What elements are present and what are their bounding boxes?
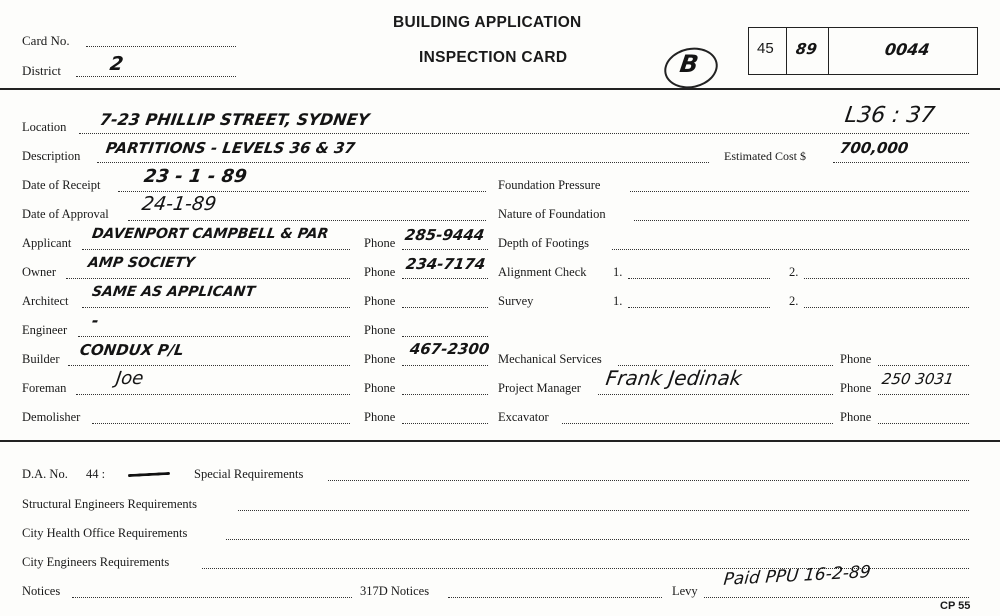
header-divider — [0, 88, 1000, 90]
card-no-field — [86, 46, 236, 47]
district-field — [76, 76, 236, 77]
owner-phone: 234-7174 — [404, 255, 487, 273]
foundation-pressure-label: Foundation Pressure — [498, 178, 601, 192]
nature-foundation-label: Nature of Foundation — [498, 207, 606, 221]
alignment-check-n2: 2. — [789, 265, 799, 279]
notices-317d-label: 317D Notices — [360, 584, 430, 598]
owner-label: Owner — [22, 265, 57, 279]
structural-engineers-field — [238, 510, 969, 511]
engineer-label: Engineer — [22, 323, 68, 337]
special-requirements-field — [328, 480, 969, 481]
estimated-cost-value: 700,000 — [838, 139, 910, 157]
levy-label: Levy — [672, 584, 698, 598]
mechanical-services-label: Mechanical Services — [498, 352, 602, 366]
architect-phone-field — [402, 307, 488, 308]
builder-phone-label: Phone — [364, 352, 396, 366]
estimated-cost-label: Estimated Cost $ — [724, 149, 806, 163]
builder-label: Builder — [22, 352, 60, 366]
builder-phone: 467-2300 — [408, 340, 491, 358]
title-line1: BUILDING APPLICATION — [393, 14, 582, 31]
nature-foundation-field — [634, 220, 969, 221]
excavator-field — [562, 423, 833, 424]
owner-phone-label: Phone — [364, 265, 396, 279]
owner-phone-field — [402, 278, 488, 279]
da-no-value: 44 : — [86, 467, 106, 481]
notices-label: Notices — [22, 584, 61, 598]
project-manager-phone-field — [878, 394, 969, 395]
applicant-value: DAVENPORT CAMPBELL & PAR — [90, 226, 330, 242]
excavator-phone-label: Phone — [840, 410, 872, 424]
circled-mark: B — [678, 50, 701, 78]
builder-phone-field — [402, 365, 488, 366]
builder-field — [68, 365, 350, 366]
ref-part3: 0044 — [883, 40, 931, 59]
ref-box-divider-1 — [786, 28, 787, 74]
applicant-phone-field — [402, 249, 488, 250]
description-field — [97, 162, 709, 163]
demolisher-label: Demolisher — [22, 410, 81, 424]
description-label: Description — [22, 149, 81, 163]
project-manager-value: Frank Jedinak — [604, 366, 744, 390]
district-label: District — [22, 63, 61, 78]
ref-part1: 45 — [757, 40, 774, 57]
alignment-check-label: Alignment Check — [498, 265, 587, 279]
depth-footings-label: Depth of Footings — [498, 236, 589, 250]
demolisher-phone-label: Phone — [364, 410, 396, 424]
foreman-label: Foreman — [22, 381, 67, 395]
notices-317d-field — [448, 597, 662, 598]
date-receipt-value: 23 - 1 - 89 — [142, 166, 249, 187]
card-no-label: Card No. — [22, 33, 70, 48]
special-requirements-label: Special Requirements — [194, 467, 304, 481]
mechanical-phone-field — [878, 365, 969, 366]
title-line2: INSPECTION CARD — [419, 49, 568, 66]
engineer-phone-field — [402, 336, 488, 337]
applicant-phone: 285-9444 — [403, 226, 486, 244]
da-no-label: D.A. No. — [22, 467, 68, 481]
section-divider — [0, 440, 1000, 442]
architect-phone-label: Phone — [364, 294, 396, 308]
location-field — [79, 133, 969, 134]
architect-field — [82, 307, 350, 308]
project-manager-field — [598, 394, 833, 395]
project-manager-label: Project Manager — [498, 381, 581, 395]
date-approval-field — [128, 220, 486, 221]
location-annotation: L36 : 37 — [843, 103, 937, 128]
date-receipt-label: Date of Receipt — [22, 178, 101, 192]
demolisher-field — [92, 423, 350, 424]
builder-value: CONDUX P/L — [78, 341, 186, 359]
mechanical-phone-label: Phone — [840, 352, 872, 366]
city-health-label: City Health Office Requirements — [22, 526, 188, 540]
survey-n2: 2. — [789, 294, 799, 308]
engineer-value: - — [90, 311, 100, 330]
date-approval-value: 24-1-89 — [140, 193, 218, 215]
ref-box — [748, 27, 978, 75]
notices-field — [72, 597, 352, 598]
applicant-label: Applicant — [22, 236, 72, 250]
alignment-check-field-2 — [804, 278, 969, 279]
foreman-value: Joe — [114, 368, 145, 389]
depth-footings-field — [612, 249, 969, 250]
applicant-phone-label: Phone — [364, 236, 396, 250]
owner-value: AMP SOCIETY — [86, 255, 196, 271]
ref-part2: 89 — [794, 40, 819, 58]
survey-field-2 — [804, 307, 969, 308]
ref-box-divider-2 — [828, 28, 829, 74]
demolisher-phone-field — [402, 423, 488, 424]
city-engineers-label: City Engineers Requirements — [22, 555, 170, 569]
project-manager-phone-label: Phone — [840, 381, 872, 395]
architect-label: Architect — [22, 294, 69, 308]
district-value: 2 — [108, 53, 125, 75]
levy-value: Paid PPU 16-2-89 — [722, 562, 872, 590]
estimated-cost-field — [833, 162, 969, 163]
structural-engineers-label: Structural Engineers Requirements — [22, 497, 197, 511]
description-value: PARTITIONS - LEVELS 36 & 37 — [104, 139, 357, 157]
applicant-field — [82, 249, 350, 250]
survey-label: Survey — [498, 294, 534, 308]
foreman-phone-label: Phone — [364, 381, 396, 395]
owner-field — [66, 278, 350, 279]
project-manager-phone: 250 3031 — [880, 370, 955, 388]
foundation-pressure-field — [630, 191, 969, 192]
da-no-dash — [128, 472, 170, 477]
architect-value: SAME AS APPLICANT — [90, 284, 257, 300]
alignment-check-n1: 1. — [613, 265, 623, 279]
foreman-phone-field — [402, 394, 488, 395]
survey-n1: 1. — [613, 294, 623, 308]
foreman-field — [76, 394, 350, 395]
location-label: Location — [22, 120, 67, 134]
excavator-phone-field — [878, 423, 969, 424]
location-value: 7-23 PHILLIP STREET, SYDNEY — [98, 110, 371, 129]
date-receipt-field — [118, 191, 486, 192]
excavator-label: Excavator — [498, 410, 549, 424]
engineer-phone-label: Phone — [364, 323, 396, 337]
levy-field — [704, 597, 969, 598]
survey-field-1 — [628, 307, 770, 308]
form-code: CP 55 — [940, 600, 971, 612]
city-health-field — [226, 539, 969, 540]
engineer-field — [78, 336, 350, 337]
alignment-check-field-1 — [628, 278, 770, 279]
date-approval-label: Date of Approval — [22, 207, 109, 221]
